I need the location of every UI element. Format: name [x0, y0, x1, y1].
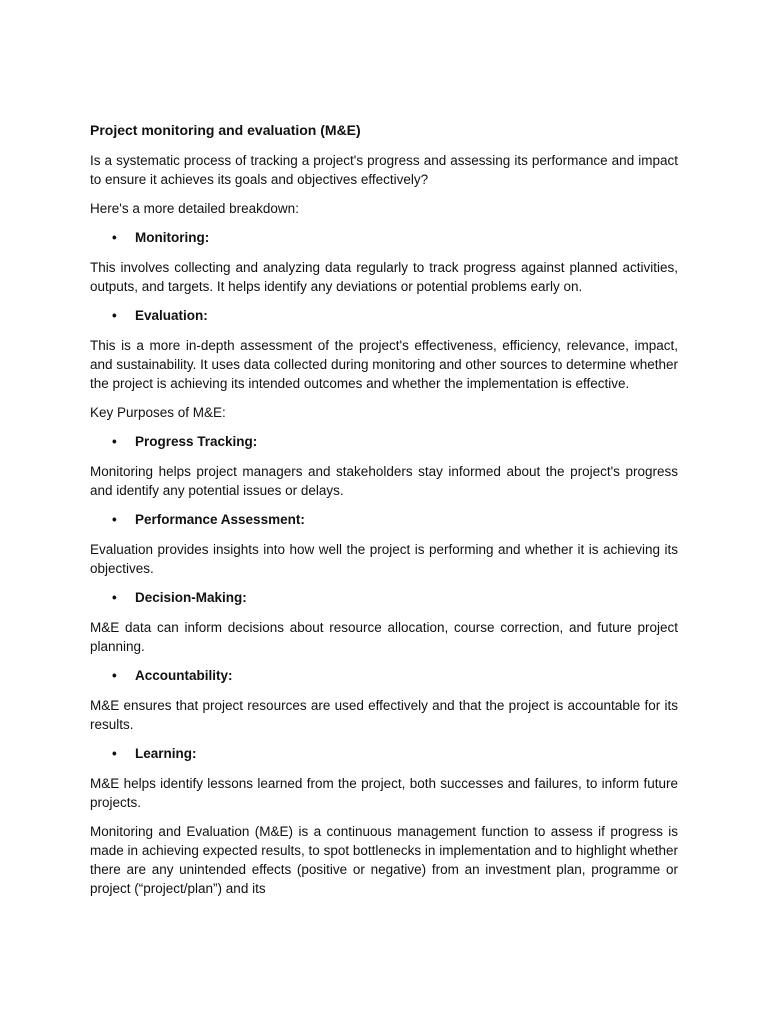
breakdown-intro: Here's a more detailed breakdown: — [90, 201, 299, 216]
intro-paragraph: Is a systematic process of tracking a project's progress and assessing its performance and impact to ensure it achieves its goals and objectives effectively? — [90, 153, 678, 187]
progress-tracking-paragraph: Monitoring helps project managers and stakeholders stay informed about the project's progress and identify any potential issues or delays. — [90, 464, 678, 498]
evaluation-paragraph: This is a more in-depth assessment of the project's effectiveness, efficiency, relevance, impact, and sustainability. It uses data collected during monitoring and other sources to determine whether the project is achieving its intended outcomes and whether the implementation is effective. — [90, 338, 678, 391]
bullet-dot: • — [112, 512, 117, 527]
bullet-evaluation — [90, 306, 678, 325]
purposes-intro: Key Purposes of M&E: — [90, 405, 226, 420]
bullet-dot: • — [112, 434, 117, 449]
bullet-accountability — [90, 666, 678, 685]
bullet-dot: • — [112, 590, 117, 605]
bullet-label: Decision-Making: — [135, 590, 247, 605]
bullet-dot: • — [112, 746, 117, 761]
document-title: Project monitoring and evaluation (M&E) — [90, 122, 361, 138]
performance-assessment-paragraph: Evaluation provides insights into how well the project is performing and whether it is achieving its objectives. — [90, 542, 678, 576]
bullet-decision-making — [90, 588, 678, 607]
bullet-label: Progress Tracking: — [135, 434, 258, 449]
closing-paragraph: Monitoring and Evaluation (M&E) is a continuous management function to assess if progress is made in achieving expected results, to spot bottlenecks in implementation and to highlight whether there are any unintended effects (positive or negative) from an investment plan, programme or project (“project/plan”) and its — [90, 824, 678, 896]
accountability-paragraph: M&E ensures that project resources are used effectively and that the project is accountable for its results. — [90, 698, 678, 732]
bullet-label: Accountability: — [135, 668, 233, 683]
bullet-dot: • — [112, 230, 117, 245]
bullet-dot: • — [112, 668, 117, 683]
bullet-label: Performance Assessment: — [135, 512, 305, 527]
bullet-dot: • — [112, 308, 117, 323]
bullet-performance-assessment — [90, 510, 678, 529]
monitoring-paragraph: This involves collecting and analyzing data regularly to track progress against planned activities, outputs, and targets. It helps identify any deviations or potential problems early on. — [90, 260, 678, 294]
decision-making-paragraph: M&E data can inform decisions about resource allocation, course correction, and future project planning. — [90, 620, 678, 654]
learning-paragraph: M&E helps identify lessons learned from the project, both successes and failures, to inform future projects. — [90, 776, 678, 810]
bullet-monitoring — [90, 228, 678, 247]
bullet-label: Learning: — [135, 746, 197, 761]
bullet-label: Monitoring: — [135, 230, 210, 245]
bullet-learning — [90, 744, 678, 763]
bullet-progress-tracking — [90, 432, 678, 451]
bullet-label: Evaluation: — [135, 308, 208, 323]
